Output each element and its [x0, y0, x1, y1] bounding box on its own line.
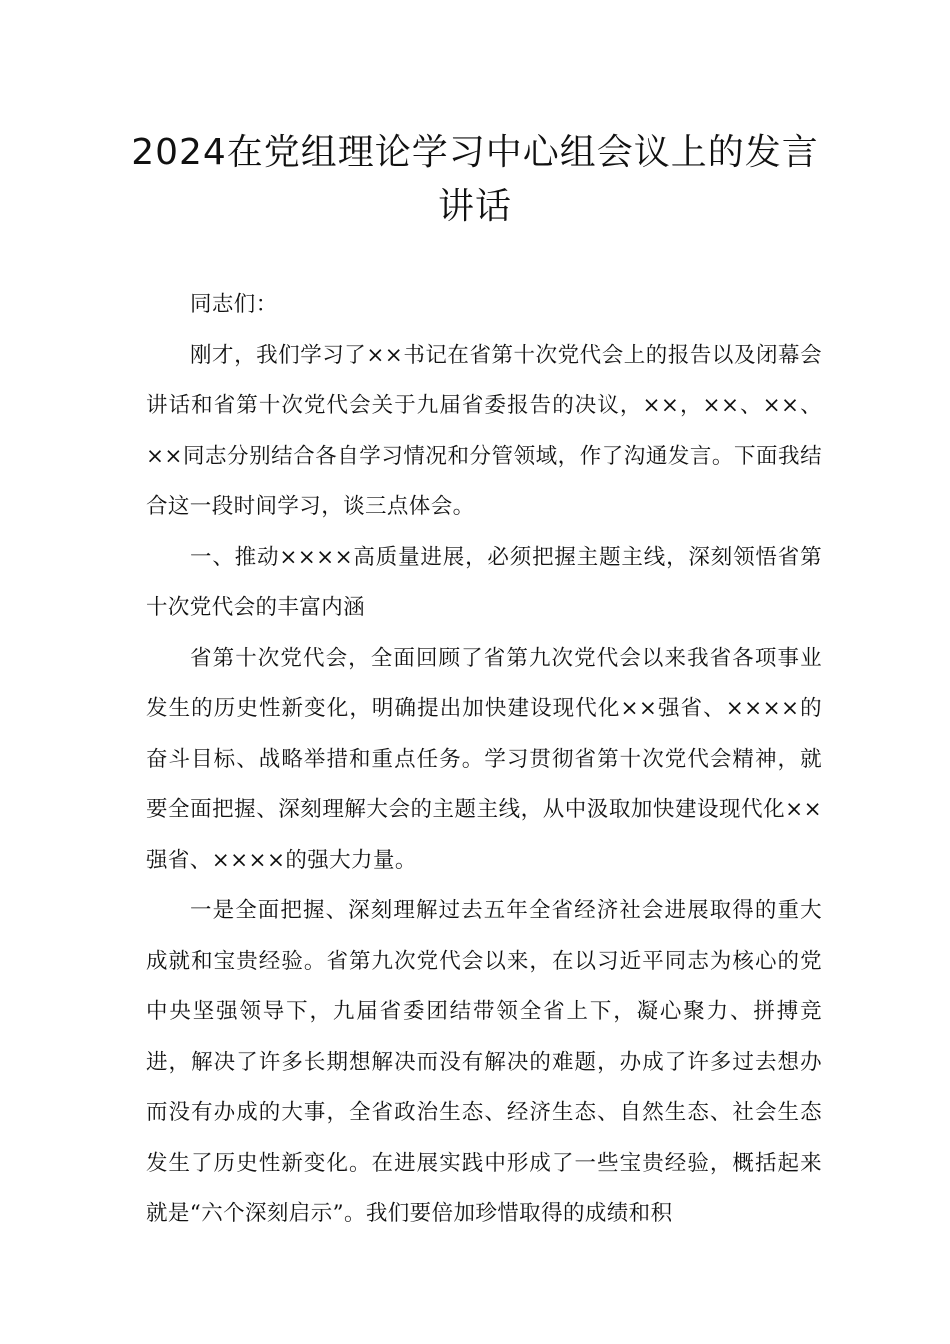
document-body: [146, 280, 822, 1240]
document-title: 2024在党组理论学习中心组会议上的发言讲话: [131, 132, 819, 227]
section-heading-1: 一、推动××××高质量进展，必须把握主题主线，深刻领悟省第十次党代会的丰富内涵: [146, 544, 822, 620]
salutation-paragraph: 同志们：: [190, 292, 278, 317]
body-paragraph: 省第十次党代会，全面回顾了省第九次党代会以来我省各项事业发生的历史性新变化，明确提出加快建设现代化××强省、××××的奋斗目标、战略举措和重点任务。学习贯彻省第十次党代会精神，就要全面把握、深刻理解大会的主题主线，从中汲取加快建设现代化××强省、××××的强大力量。: [146, 645, 822, 873]
intro-paragraph: 刚才，我们学习了××书记在省第十次党代会上的报告以及闭幕会讲话和省第十次党代会关于九届省委报告的决议，××，××、××、××同志分别结合各自学习情况和分管领域，作了沟通发言。下面我结合这一段时间学习，谈三点体会。: [146, 342, 822, 519]
body-paragraph: 一是全面把握、深刻理解过去五年全省经济社会进展取得的重大成就和宝贵经验。省第九次党代会以来，在以习近平同志为核心的党中央坚强领导下，九届省委团结带领全省上下，凝心聚力、拼搏竞进，解决了许多长期想解决而没有解决的难题，办成了许多过去想办而没有办成的大事，全省政治生态、经济生态、自然生态、社会生态发生了历史性新变化。在进展实践中形成了一些宝贵经验，概括起来就是“六个深刻启示”。我们要倍加珍惜取得的成绩和积: [146, 898, 822, 1226]
